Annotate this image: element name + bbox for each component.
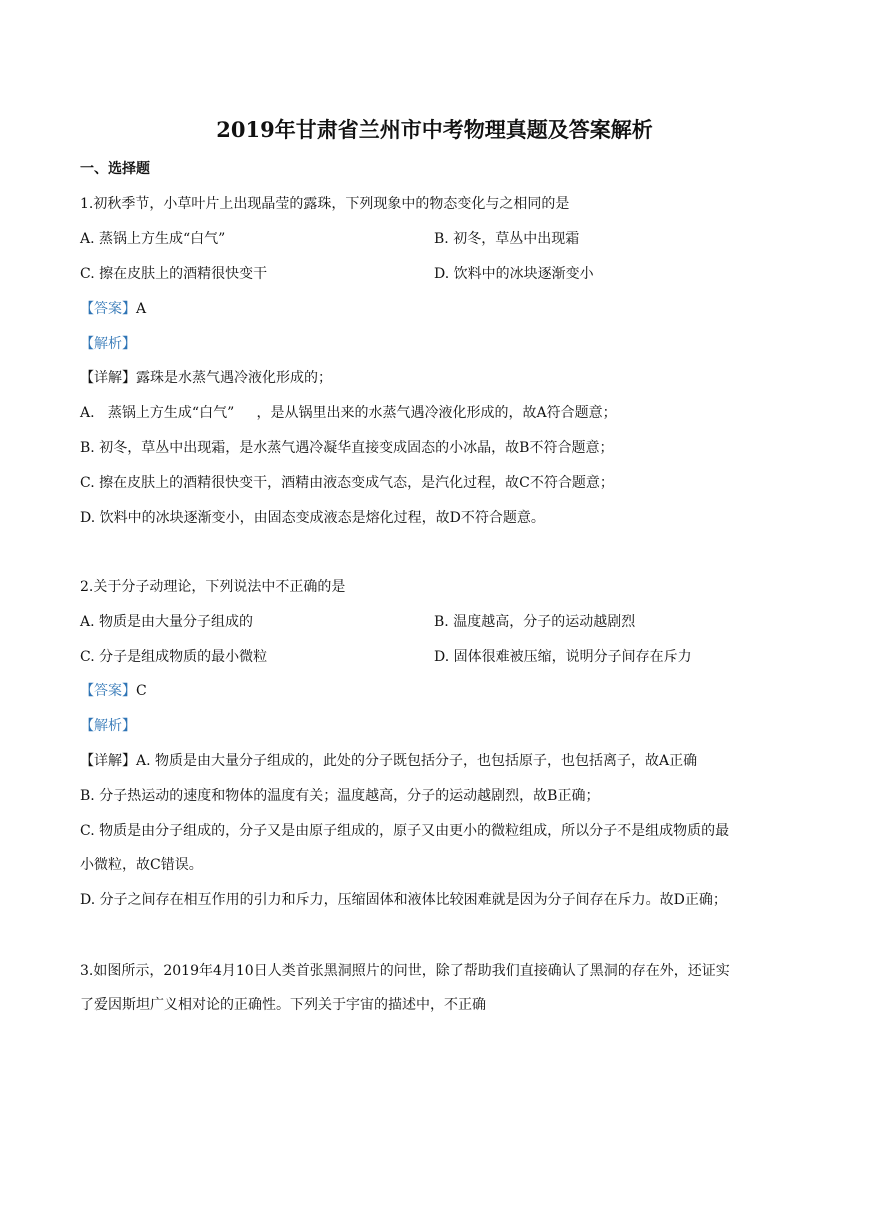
q1-explain-d: D. 饮料中的冰块逐渐变小，由固态变成液态是熔化过程，故D不符合题意。 bbox=[80, 510, 545, 526]
q3-stem-line-2: 了爱因斯坦广义相对论的正确性。下列关于宇宙的描述中，不正确 bbox=[80, 997, 486, 1013]
q3-stem-line-1: 3.如图所示，2019年4月10日人类首张黑洞照片的问世，除了帮助我们直接确认了黑洞的存在外，还证实 bbox=[80, 963, 730, 979]
q1-option-b: B. 初冬，草丛中出现霜 bbox=[434, 231, 580, 247]
q1-option-c: C. 擦在皮肤上的酒精很快变干 bbox=[80, 266, 268, 282]
q2-detail: A. 物质是由大量分子组成的，此处的分子既包括分子，也包括原子，也包括离子，故A正确 bbox=[136, 753, 698, 769]
q1-explain-b: B. 初冬，草丛中出现霜，是水蒸气遇冷凝华直接变成固态的小冰晶，故B不符合题意； bbox=[80, 440, 614, 456]
q2-answer-line bbox=[80, 682, 147, 700]
q1-stem: 1.初秋季节，小草叶片上出现晶莹的露珠，下列现象中的物态变化与之相同的是 bbox=[80, 196, 570, 212]
q2-explain-d: D. 分子之间存在相互作用的引力和斥力，压缩固体和液体比较困难就是因为分子间存在斥力。故D正确； bbox=[80, 892, 727, 908]
q2-option-c: C. 分子是组成物质的最小微粒 bbox=[80, 649, 268, 665]
q1-option-a: A. 蒸锅上方生成“白气” bbox=[80, 231, 226, 247]
detail-tag: 【详解】 bbox=[80, 753, 136, 769]
q2-detail-line bbox=[80, 752, 697, 770]
q1-answer: A bbox=[136, 301, 147, 317]
q2-answer: C bbox=[136, 683, 147, 699]
q1-analysis-tag: 【解析】 bbox=[80, 336, 136, 352]
q1-detail: 露珠是水蒸气遇冷液化形成的； bbox=[136, 370, 332, 386]
q2-option-b: B. 温度越高，分子的运动越剧烈 bbox=[434, 614, 636, 630]
answer-tag: 【答案】 bbox=[80, 301, 136, 317]
detail-tag: 【详解】 bbox=[80, 370, 136, 386]
q1-option-d: D. 饮料中的冰块逐渐变小 bbox=[434, 266, 594, 282]
q2-option-d: D. 固体很难被压缩，说明分子间存在斥力 bbox=[434, 649, 692, 665]
answer-tag: 【答案】 bbox=[80, 683, 136, 699]
section-heading: 一、选择题 bbox=[80, 161, 150, 177]
q2-explain-b: B. 分子热运动的速度和物体的温度有关；温度越高，分子的运动越剧烈，故B正确； bbox=[80, 788, 600, 804]
page-title: 2019年甘肃省兰州市中考物理真题及答案解析 bbox=[216, 117, 653, 142]
q2-option-a: A. 物质是由大量分子组成的 bbox=[80, 614, 254, 630]
q1-detail-line bbox=[80, 369, 332, 387]
q1-explain-a: A. 蒸锅上方生成“白气” ，是从锅里出来的水蒸气遇冷液化形成的，故A符合题意； bbox=[80, 405, 617, 421]
q2-explain-c-1: C. 物质是由分子组成的，分子又是由原子组成的，原子又由更小的微粒组成，所以分子不是组成物质的最 bbox=[80, 823, 730, 839]
q2-explain-c-2: 小微粒，故C错误。 bbox=[80, 857, 203, 873]
q2-analysis-tag: 【解析】 bbox=[80, 718, 136, 734]
q1-answer-line bbox=[80, 300, 146, 318]
q2-stem: 2.关于分子动理论，下列说法中不正确的是 bbox=[80, 579, 346, 595]
q1-explain-c: C. 擦在皮肤上的酒精很快变干，酒精由液态变成气态，是汽化过程，故C不符合题意； bbox=[80, 475, 614, 491]
